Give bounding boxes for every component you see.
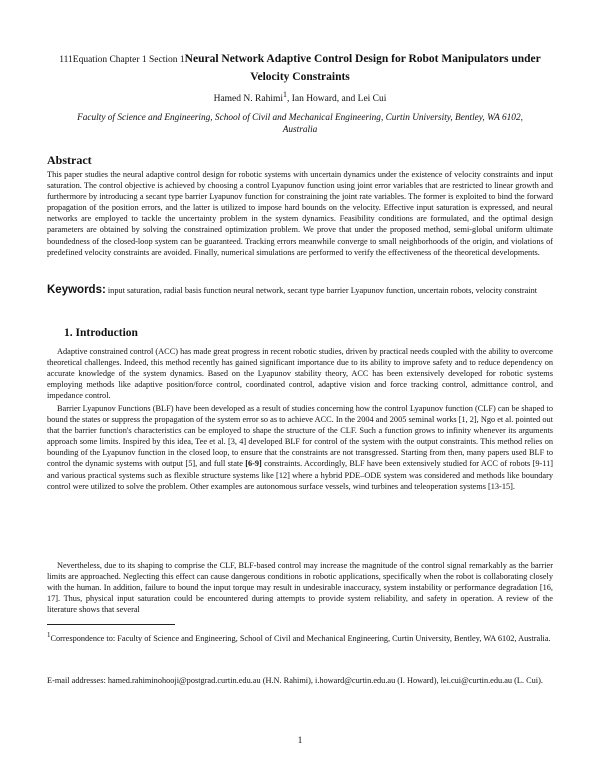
paper-title — [40, 50, 560, 85]
abstract-heading: Abstract — [47, 153, 92, 167]
author-coauthors: , Ian Howard, and Lei Cui — [286, 94, 387, 105]
intro-paragraph-2 — [47, 403, 553, 492]
author-primary: Hamed N. Rahimi — [213, 94, 283, 105]
abstract-body: This paper studies the neural adaptive control design for robotic systems with uncertain dynamics under the existence of velocity constraints and input saturation. The control objective is achieved by choosing a control Lyapunov function using joint error variables that are restricted to linear growth and furthermore by introducing a secant type barrier Lyapunov function for constraining the joint rate variables. The former is exploited to bind the forward propagation of the position errors, and the latter is utilized to impose hard bounds on the velocity. Effective input saturation is expressed, and neural networks are employed to tackle the uncertainty problem in the system dynamics. Feasibility conditions are formulated, and the optimal design parameters are obtained by solving the constrained optimization problem. We prove that under the proposed method, semi-global uniform ultimate boundedness of the closed-loop system can be guaranteed. Tracking errors meanwhile converge to small neighborhoods of the origin, and violations of predefined velocity constraints are avoided. Finally, numerical simulations are performed to verify the effectiveness of the theoretical developments. — [47, 170, 553, 257]
title-field-code-prefix: 111Equation Chapter 1 Section 1 — [59, 55, 185, 65]
footnote-divider — [47, 624, 175, 625]
affiliation: Faculty of Science and Engineering, School of Civil and Mechanical Engineering, Curtin University, Bentley, WA 6102, Australia — [77, 113, 523, 135]
intro-paragraph-2-part-a: Barrier Lyapunov Functions (BLF) have been developed as a result of studies concerning how the control Lyapunov function (CLF) can be shaped to bound the states or suppress the propagation of the system error so as to achieve ACC. In the 2004 and 2005 seminal works [1, 2], Ngo et al. pointed out that the barrier function's characteristics can be employed to shape the structure of the CLF. Such a function grows to infinity whenever its arguments approach some limits. Inspired by this idea, Tee et al. [3, 4] developed BLF for control of the system with the output constraints. This method relies on bounding of the Lyapunov function in the closed loop, to ensure that the constraints are not transgressed. Starting from then, many papers used BLF to control the dynamic systems with output [5], and full state — [47, 404, 553, 469]
section-heading-introduction: 1. Introduction — [64, 327, 138, 339]
keywords-text: input saturation, radial basis function neural network, secant type barrier Lyapunov function, uncertain robots, velocity constraint — [105, 286, 538, 295]
keywords-label: Keywords: — [47, 284, 106, 296]
page-number: 1 — [297, 736, 303, 746]
author-footnote-mark: 1 — [282, 90, 287, 99]
footnote-text: Correspondence to: Faculty of Science and Engineering, School of Civil and Mechanical Engineering, Curtin University, Bentley, WA 6102, Australia. — [50, 633, 551, 643]
title-text: Neural Network Adaptive Control Design for Robot Manipulators under Velocity Constraints — [184, 53, 541, 83]
intro-paragraph-2-part-b: constraints. Accordingly, BLF have been extensively studied for ACC of robots [9-11] and various practical systems such as flexible structure systems like [12] where a hybrid PDE–ODE system was considered and methods like boundary control were utilized to solve the problem. Other examples are autonomous surface vessels, wind turbines and teleoperation systems [13-15]. — [47, 459, 554, 491]
intro-paragraph-1: Adaptive constrained control (ACC) has made great progress in recent robotic studies, driven by practical needs coupled with the ability to overcome theoretical challenges. Indeed, this method recently has gained significant importance due to its ability to improve safety and to reduce dependency on accurate knowledge of the system dynamics. Based on the Lyapunov stability theory, ACC has been extensively developed for robotic systems employing methods like adaptive position/force control, coordinated control, adaptive vision and force tracking control, admittance control, and impedance control. — [47, 347, 553, 401]
email-addresses: E-mail addresses: hamed.rahiminohooji@postgrad.curtin.edu.au (H.N. Rahimi), i.howard@curtin.edu.au (I. Howard), lei.cui@curtin.edu.au (L. Cui). — [47, 676, 543, 685]
author-line — [40, 90, 560, 104]
footnote — [47, 630, 553, 644]
intro-paragraph-3: Nevertheless, due to its shaping to comprise the CLF, BLF-based control may increase the magnitude of the control signal remarkably as the barrier limits are approached. Neglecting this effect can cause dangerous conditions in robotic applications, specifically when the robot is collaborating closely with the human. In addition, failure to bound the input torque may result in undesirable inaccuracy, system instability or performance degradation [16, 17]. Thus, physical input saturation could be encountered during attempts to provide system reliability, and safety in operation. A review of the literature shows that several — [47, 561, 553, 615]
keywords — [47, 285, 553, 296]
citation-bold: [6-9] — [245, 459, 262, 469]
footnote-mark: 1 — [47, 632, 51, 639]
